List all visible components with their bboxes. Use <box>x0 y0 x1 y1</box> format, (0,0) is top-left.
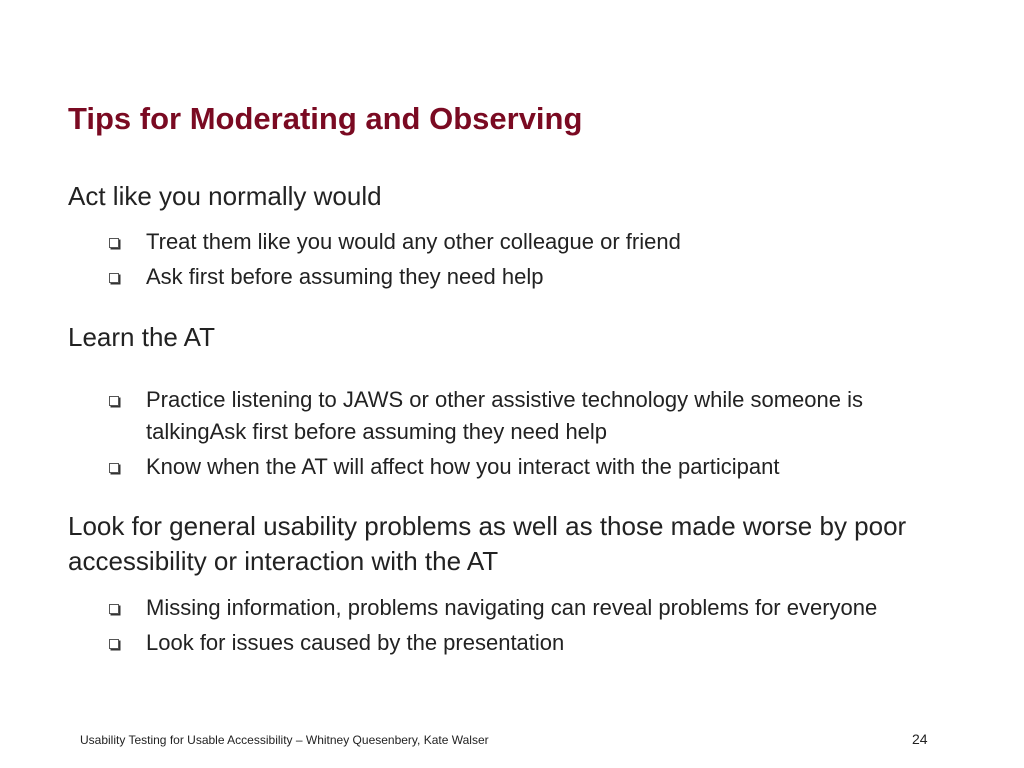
footer-text: Usability Testing for Usable Accessibility – Whitney Quesenbery, Kate Walser <box>80 733 489 747</box>
list-item <box>68 592 908 624</box>
bullet-text: Treat them like you would any other colleague or friend <box>146 229 681 254</box>
hollow-square-bullet-icon <box>109 273 119 283</box>
section-heading: Learn the AT <box>68 322 215 352</box>
bullet-text: Look for issues caused by the presentation <box>146 630 565 655</box>
bullet-list <box>68 384 928 483</box>
bullet-text: Ask first before assuming they need help <box>146 264 544 289</box>
hollow-square-bullet-icon <box>109 463 119 473</box>
bullet-list <box>68 226 968 293</box>
hollow-square-bullet-icon <box>109 604 119 614</box>
hollow-square-bullet-icon <box>109 639 119 649</box>
list-item <box>68 627 908 659</box>
bullet-text: Know when the AT will affect how you interact with the participant <box>146 454 780 479</box>
hollow-square-bullet-icon <box>109 396 119 406</box>
section-heading: Look for general usability problems as well as those made worse by poor accessibility or interaction with the AT <box>68 511 907 576</box>
bullet-text: Practice listening to JAWS or other assistive technology while someone is talkingAsk first before assuming they need help <box>146 387 863 444</box>
slide-title: Tips for Moderating and Observing <box>68 101 583 136</box>
section-look-for-problems <box>68 509 948 579</box>
bullet-list <box>68 592 908 659</box>
section-act-normally <box>68 179 968 214</box>
hollow-square-bullet-icon <box>109 238 119 248</box>
list-item <box>68 384 928 448</box>
section-learn-at <box>68 320 968 355</box>
section-heading: Act like you normally would <box>68 181 382 211</box>
list-item <box>68 261 968 293</box>
list-item <box>68 451 928 483</box>
bullet-text: Missing information, problems navigating can reveal problems for everyone <box>146 595 878 620</box>
page-number: 24 <box>912 731 928 747</box>
list-item <box>68 226 968 258</box>
